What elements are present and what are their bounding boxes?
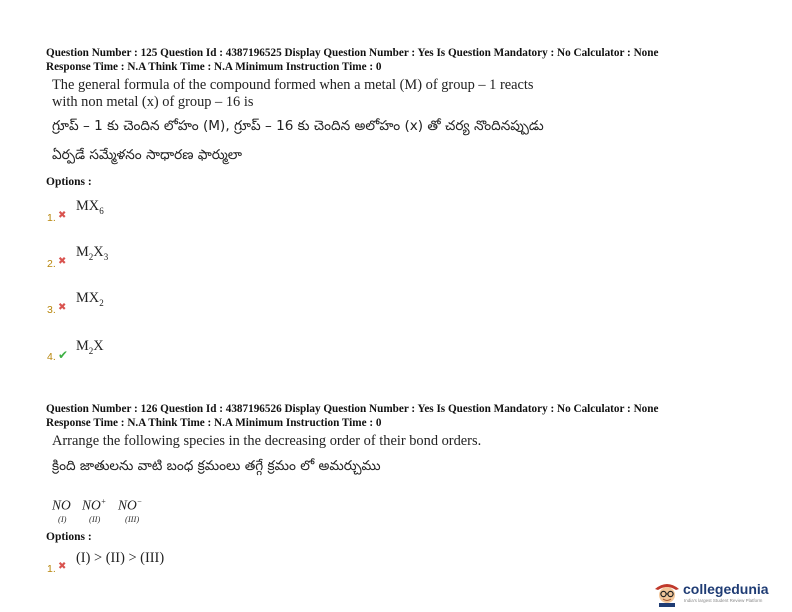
option-1[interactable]: [46, 550, 346, 590]
species-list: [52, 497, 172, 527]
cross-icon: ✖: [58, 256, 67, 267]
option-1-formula: $MX_6$: [76, 198, 104, 216]
species-2-label: (II): [89, 514, 101, 524]
mascot-icon: [652, 581, 682, 607]
question-text-english-line1: The general formula of the compound formed when a metal (M) of group – 1 reacts: [52, 77, 534, 93]
options-list: [46, 198, 366, 368]
option-1[interactable]: [46, 198, 346, 238]
question-text-telugu-line1: క్రింది జాతులను వాటి బంధ క్రమంలు తగ్గే క్రమం లో అమర్చుము: [52, 458, 381, 474]
option-2-number: 2.: [47, 258, 56, 270]
options-label: Options :: [46, 531, 92, 543]
option-2-formula: $M_2X_3$: [76, 244, 109, 262]
option-1-number: 1.: [47, 563, 56, 575]
option-1-text: (I) > (II) > (III): [76, 550, 165, 566]
option-3-number: 3.: [47, 304, 56, 316]
question-text-telugu-line1: గ్రూప్ – 1 కు చెందిన లోహం (M), గ్రూప్ – 16 కు చెందిన అలోహం (x) తో చర్య నొందినప్పుడు: [52, 118, 544, 134]
species-3: NO−: [118, 497, 143, 513]
question-text-telugu-line2: ఏర్పడే సమ్మేళనం సాధారణ ఫార్ములా: [52, 147, 242, 163]
question-meta-line2: Response Time : N.A Think Time : N.A Minimum Instruction Time : 0: [46, 61, 382, 73]
cross-icon: ✖: [58, 210, 67, 221]
question-126: [46, 402, 746, 477]
cross-icon: ✖: [58, 302, 67, 313]
collegedunia-logo: [652, 581, 784, 609]
cross-icon: ✖: [58, 561, 67, 572]
option-4[interactable]: [46, 338, 346, 378]
species-1-label: (I): [58, 514, 67, 524]
question-meta-line1: Question Number : 126 Question Id : 4387196526 Display Question Number : Yes Is Question Mandatory : No Calculator : None: [46, 403, 659, 415]
question-text-english-line2: with non metal (x) of group – 16 is: [52, 94, 254, 110]
option-4-formula: $M_2X$: [76, 338, 104, 356]
question-125: [46, 46, 746, 188]
option-3[interactable]: [46, 290, 346, 330]
option-4-number: 4.: [47, 351, 56, 363]
option-2[interactable]: [46, 244, 346, 284]
option-1-number: 1.: [47, 212, 56, 224]
logo-name: collegedunia: [683, 581, 769, 597]
question-text-english-line1: Arrange the following species in the decreasing order of their bond orders.: [52, 433, 482, 449]
species-3-label: (III): [125, 514, 140, 524]
check-icon: ✔: [58, 348, 69, 362]
options-label: Options :: [46, 176, 92, 188]
option-3-formula: $MX_2$: [76, 290, 104, 308]
logo-tagline: India's largest Student Review Platform: [684, 598, 763, 603]
question-meta-line1: Question Number : 125 Question Id : 4387196525 Display Question Number : Yes Is Question Mandatory : No Calculator : None: [46, 47, 659, 59]
question-meta-line2: Response Time : N.A Think Time : N.A Minimum Instruction Time : 0: [46, 417, 382, 429]
species-1: NO: [52, 497, 71, 513]
options-list: [46, 550, 366, 580]
species-2: NO+: [82, 497, 107, 513]
